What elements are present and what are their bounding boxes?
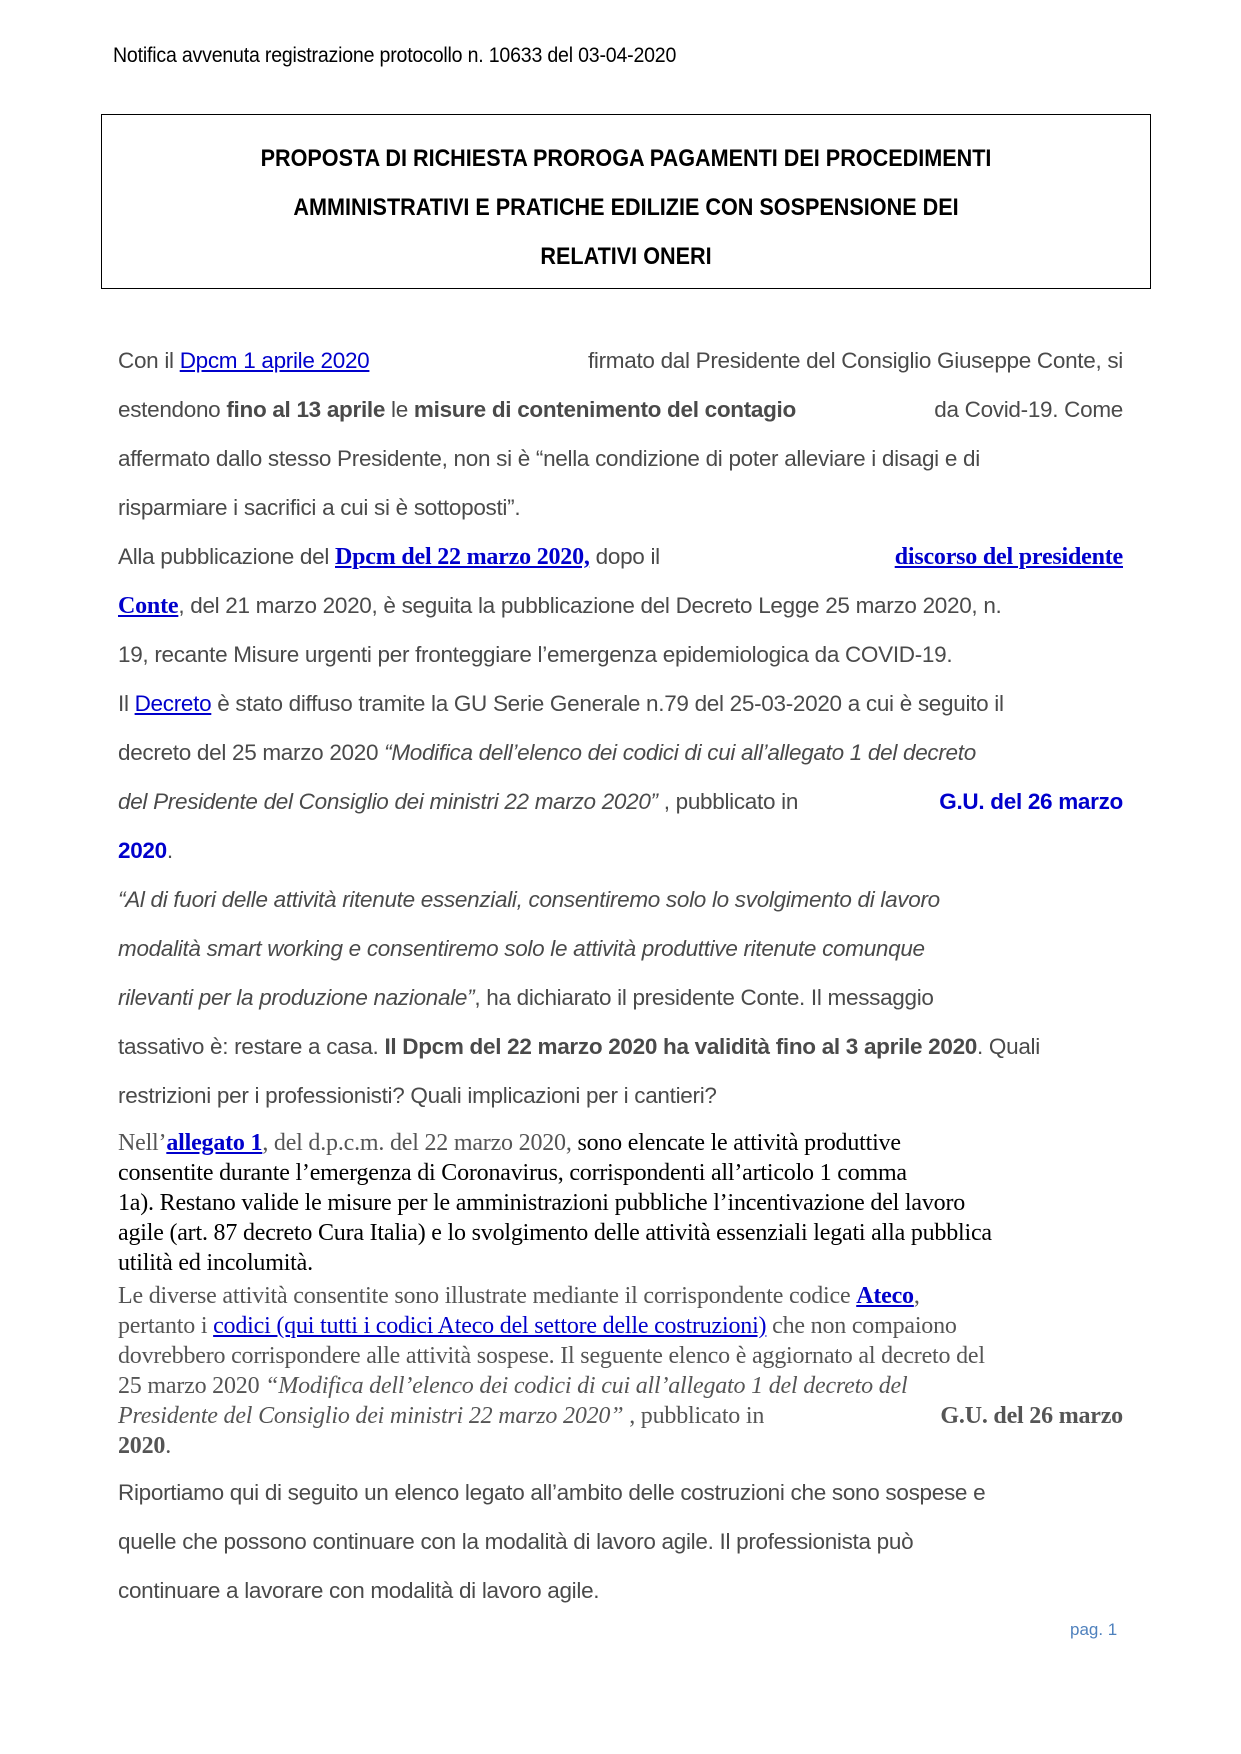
text: consentite durante l’emergenza di Coronavirus, corrispondenti all’articolo 1 comma [118,1160,907,1186]
page-number: pag. 1 [1070,1620,1118,1639]
text: dovrebbero corrispondere alle attività sospese. Il seguente elenco è aggiornato al decreto del [118,1343,985,1369]
text: firmato dal Presidente del Consiglio Giuseppe Conte, si [582,348,1123,373]
text: agile (art. 87 decreto Cura Italia) e lo svolgimento delle attività essenziali legati alla pubblica [118,1220,992,1246]
text: Conte, del 21 marzo 2020, è seguita la pubblicazione del Decreto Legge 25 marzo 2020, n. [118,593,1002,619]
text: continuare a lavorare con modalità di lavoro agile. [118,1578,600,1603]
link-discorso-presidente[interactable]: discorso del presidente [894,544,1123,570]
text: quelle che possono continuare con la modalità di lavoro agile. Il professionista può [118,1529,914,1554]
text: risparmiare i sacrifici a cui si è sottoposti”. [118,495,521,520]
link-dpcm-22-marzo[interactable]: Dpcm del 22 marzo 2020, [335,544,590,570]
title-box [101,114,1151,289]
text: Il Decreto è stato diffuso tramite la GU Serie Generale n.79 del 25-03-2020 a cui è seguito il [118,691,1004,716]
text: 25 marzo 2020 “Modifica dell’elenco dei codici di cui all’allegato 1 del decreto del [118,1373,908,1399]
text: da Covid-19. Come [928,397,1123,422]
text: Riportiamo qui di seguito un elenco legato all’ambito delle costruzioni che sono sospese e [118,1480,986,1505]
text: Con il Dpcm 1 aprile 2020 [118,348,370,373]
title-line-1: PROPOSTA DI RICHIESTA PROROGA PAGAMENTI DEI PROCEDIMENTI [260,145,992,172]
quote-text: modalità smart working e consentiremo solo le attività produttive ritenute comunque [118,936,925,961]
quote-text: “Al di fuori delle attività ritenute essenziali, consentiremo solo lo svolgimento di lavoro [118,887,940,912]
text: Alla pubblicazione del Dpcm del 22 marzo 2020, dopo il [118,544,666,570]
text: 19, recante Misure urgenti per fronteggiare l’emergenza epidemiologica da COVID-19. [118,642,953,667]
text: 1a). Restano valide le misure per le amministrazioni pubbliche l’incentivazione del lavoro [118,1190,966,1216]
link-dpcm-1-aprile[interactable]: Dpcm 1 aprile 2020 [179,348,370,373]
text: utilità ed incolumità. [118,1250,313,1276]
text: rilevanti per la produzione nazionale”, ha dichiarato il presidente Conte. Il messaggio [118,985,934,1010]
link-conte[interactable]: Conte [118,593,179,619]
protocol-notice: Notifica avvenuta registrazione protocollo n. 10633 del 03-04-2020 [113,44,677,67]
text: estendono fino al 13 aprile le misure di contenimento del contagio [118,397,796,422]
text: affermato dallo stesso Presidente, non si è “nella condizione di poter alleviare i disagi e di [118,446,980,471]
link-decreto[interactable]: Decreto [134,691,212,716]
text: 2020. [118,1433,172,1459]
title-line-2: AMMINISTRATIVI E PRATICHE EDILIZIE CON SOSPENSIONE DEI [293,194,959,221]
text: decreto del 25 marzo 2020 “Modifica dell’elenco dei codici di cui all’allegato 1 del decreto [118,740,976,765]
text: Presidente del Consiglio dei ministri 22 marzo 2020” , pubblicato in [118,1403,770,1429]
text: Nell’allegato 1, del d.p.c.m. del 22 marzo 2020, sono elencate le attività produttive [118,1130,901,1156]
gu-26-marzo-ref[interactable]: G.U. del 26 marzo [939,789,1123,814]
link-ateco[interactable]: Ateco [856,1283,914,1309]
text: restrizioni per i professionisti? Quali implicazioni per i cantieri? [118,1083,717,1108]
text: tassativo è: restare a casa. Il Dpcm del 22 marzo 2020 ha validità fino al 3 aprile 2020. Quali [118,1034,1040,1059]
text: pertanto i codici (qui tutti i codici Ateco del settore delle costruzioni) che non compaiono [118,1313,957,1339]
title-line-3: RELATIVI ONERI [540,243,712,270]
link-codici-costruzioni[interactable]: codici (qui tutti i codici Ateco del settore delle costruzioni) [213,1313,767,1339]
text: Le diverse attività consentite sono illustrate mediante il corrispondente codice Ateco, [118,1283,920,1309]
text: del Presidente del Consiglio dei ministri 22 marzo 2020” , pubblicato in [118,789,804,814]
gu-26-marzo-text: G.U. del 26 marzo [940,1403,1123,1429]
link-allegato-1[interactable]: allegato 1 [166,1130,263,1156]
text: 2020. [118,838,173,863]
